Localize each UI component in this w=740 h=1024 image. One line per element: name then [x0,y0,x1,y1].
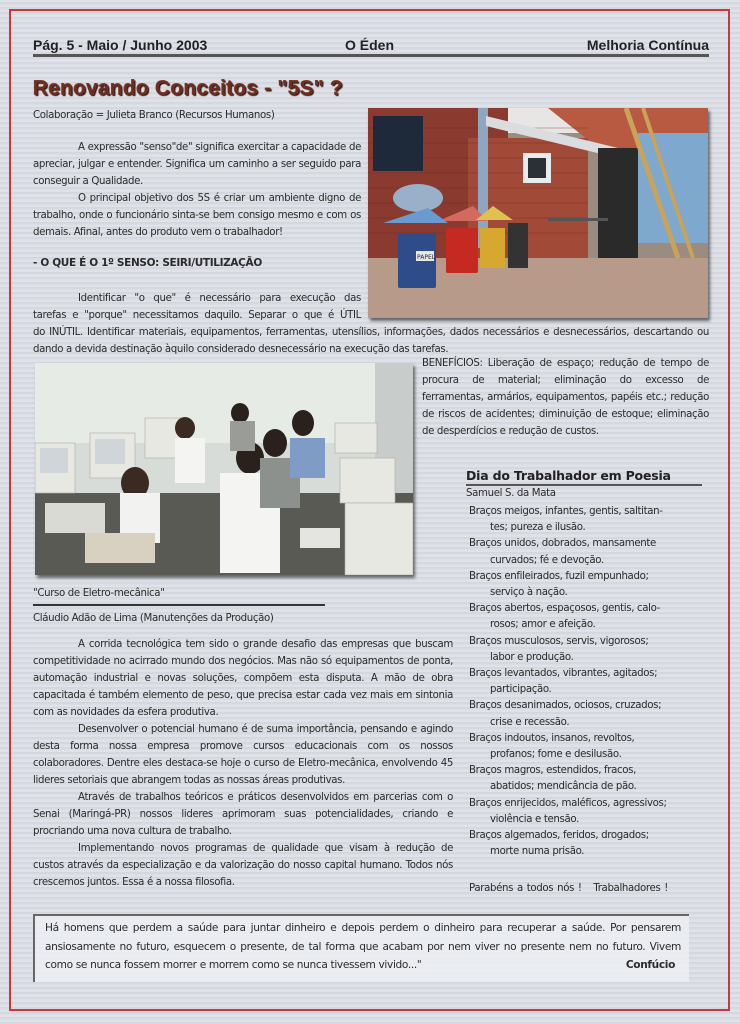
poem-line: crise e recessão. [490,716,570,728]
poem-line: Braços musculosos, servis, vigorosos; [469,635,649,647]
quote-author: Confúcio [625,959,675,971]
poem-line: rosos; amor e afeição. [490,619,596,631]
poem-title: Dia do Trabalhador em Poesia [466,468,702,486]
poem-line: profanos; fome e desilusão. [490,749,622,761]
poem-stanza [469,634,709,666]
photo-computer-class [35,363,413,575]
benefits-paragraph [422,355,709,440]
article-intro [33,139,361,241]
poem-line: violência e tensão. [490,813,579,825]
identify-line: Identificar "o que" é necessário para execução das [78,293,361,304]
poem-stanza [469,666,709,698]
poem-line: Braços abertos, espaçosos, gentis, calo- [469,603,660,615]
poem-line: Braços algemados, feridos, drogados; [469,830,649,842]
poem-line: Braços unidos, dobrados, mansamente [469,538,656,550]
publication-name: O Éden [345,37,395,53]
poem-line: curvados; fé e devoção. [490,554,604,566]
poem-stanza [469,536,709,568]
course-paragraph: A corrida tecnológica tem sido o grande desafio das empresas que buscam competitividade no acirrado mundo dos negócios. Mas não só equipamentos de ponta, automação industrial e novas soluções, compõem esta disputa. A mão de obra capacitada é também elemento de peso, que precisa estar cada vez mais em sintonia com as novidades da esfera produtiva. [33,639,453,718]
poem-stanza [469,601,709,633]
course-article [33,636,453,891]
photo-recycling-area [368,108,708,318]
article-author: Cláudio Adão de Lima (Manutenções da Produção) [33,613,274,624]
article-collaboration: Colaboração = Julieta Branco (Recursos Humanos) [33,110,275,121]
poem-stanza [469,504,709,536]
intro-paragraph: O principal objetivo dos 5S é criar um ambiente digno de trabalho, onde o funcionário sinta-se bem consigo mesmo e com os demais. Afinal, antes do produto vem o trabalhador! [33,193,361,238]
photo-caption: "Curso de Eletro-mecânica" [33,585,325,606]
quote-text [45,919,681,975]
poem-stanza [469,698,709,730]
poem-line: serviço à nação. [490,587,568,599]
poem-line: abatidos; mendicância de pão. [490,781,637,793]
poem-stanza [469,763,709,795]
poem-line: Braços levantados, vibrantes, agitados; [469,668,658,680]
poem-stanza [469,796,709,828]
poem-line: Braços magros, estendidos, fracos, [469,765,636,777]
poem-line: Braços enfileirados, fuzil empunhado; [469,570,649,582]
poem-line: Braços enrijecidos, maléficos, agressivos; [469,797,667,809]
poem-line: Braços desanimados, ociosos, cruzados; [469,700,662,712]
poem-line: tes; pureza e ilusão. [490,522,586,534]
page-header [33,35,709,57]
identify-line: tarefas e "porque" necessitamos daquilo. Separar o que é ÚTIL [33,310,361,321]
page-number-date: Pág. 5 - Maio / Junho 2003 [33,37,208,53]
poem-line: labor e produção. [490,651,574,663]
quote-body: Há homens que perdem a saúde para juntar dinheiro e depois perdem o dinheiro para recuperar a saúde. Por pensarem ansiosamente no futuro, esquecem o presente, de tal forma que acabam por nem viver no presente nem no futuro. Vivem como se nunca fossem morrer e morrem como se nunca tivessem vivido..." [45,922,681,971]
poem-line: morte numa prisão. [490,846,585,858]
benefits-text: BENEFÍCIOS: Liberação de espaço; redução de tempo de procura de material; eliminação do excesso de ferramentas, armários, equipamentos, papéis etc.; redução de riscos de acidentes; diminuição de estoque; eliminação de desperdícios e redução de custos. [422,358,709,437]
poem-author: Samuel S. da Mata [466,488,556,499]
course-paragraph: Implementando novos programas de qualidade que visam à redução de custos através da especialização e da valorização do nosso capital humano. Todos nós crescemos juntos. Essa é a nossa filosofia. [33,843,453,888]
article-title: Renovando Conceitos - "5S" ? [33,77,344,100]
barrel-label: PAPEL [417,254,436,261]
poem-line: participação. [490,684,552,696]
quote-box [33,914,689,982]
poem-closing: Parabéns a todos nós ! Trabalhadores ! [469,883,669,894]
poem-body [469,504,709,860]
course-paragraph: Através de trabalhos teóricos e práticos desenvolvidos em parcerias com o Senai (Maringá-PR) nossos lideres aprimoram suas potencialidades, criando e procriando uma nova cultura de trabalho. [33,792,453,837]
poem-stanza [469,569,709,601]
poem-line: Braços meigos, infantes, gentis, saltitan- [469,506,663,517]
section-name: Melhoria Contínua [586,37,709,53]
poem-stanza [469,828,709,860]
poem-line: Braços indoutos, insanos, revoltos, [469,732,635,744]
course-paragraph: Desenvolver o potencial humano é de suma importância, pensando e agindo desta forma nossa empresa promove cursos educacionais com os nossos colaboradores. Dentre eles destaca-se hoje o curso de Eletro-mecânica, envolvendo 45 lideres setoriais que abrangem todas as nossas áreas produtivas. [33,724,453,786]
intro-paragraph: A expressão "senso"de" significa exercitar a capacidade de apreciar, julgar e entender. Significa um caminho a ser seguido para conseguir a Qualidade. [33,142,361,187]
poem-stanza [469,731,709,763]
identify-line: do INÚTIL. Identificar materiais, equipamentos, ferramentas, utensílios, informações, dados necessários e desnecessários, descartando ou dando a devida destinação àquilo considerado desnecessário na execução das tarefas. [33,327,709,355]
sense-heading: - O QUE É O 1º SENSO: SEIRI/UTILIZAÇÃO [33,257,262,269]
